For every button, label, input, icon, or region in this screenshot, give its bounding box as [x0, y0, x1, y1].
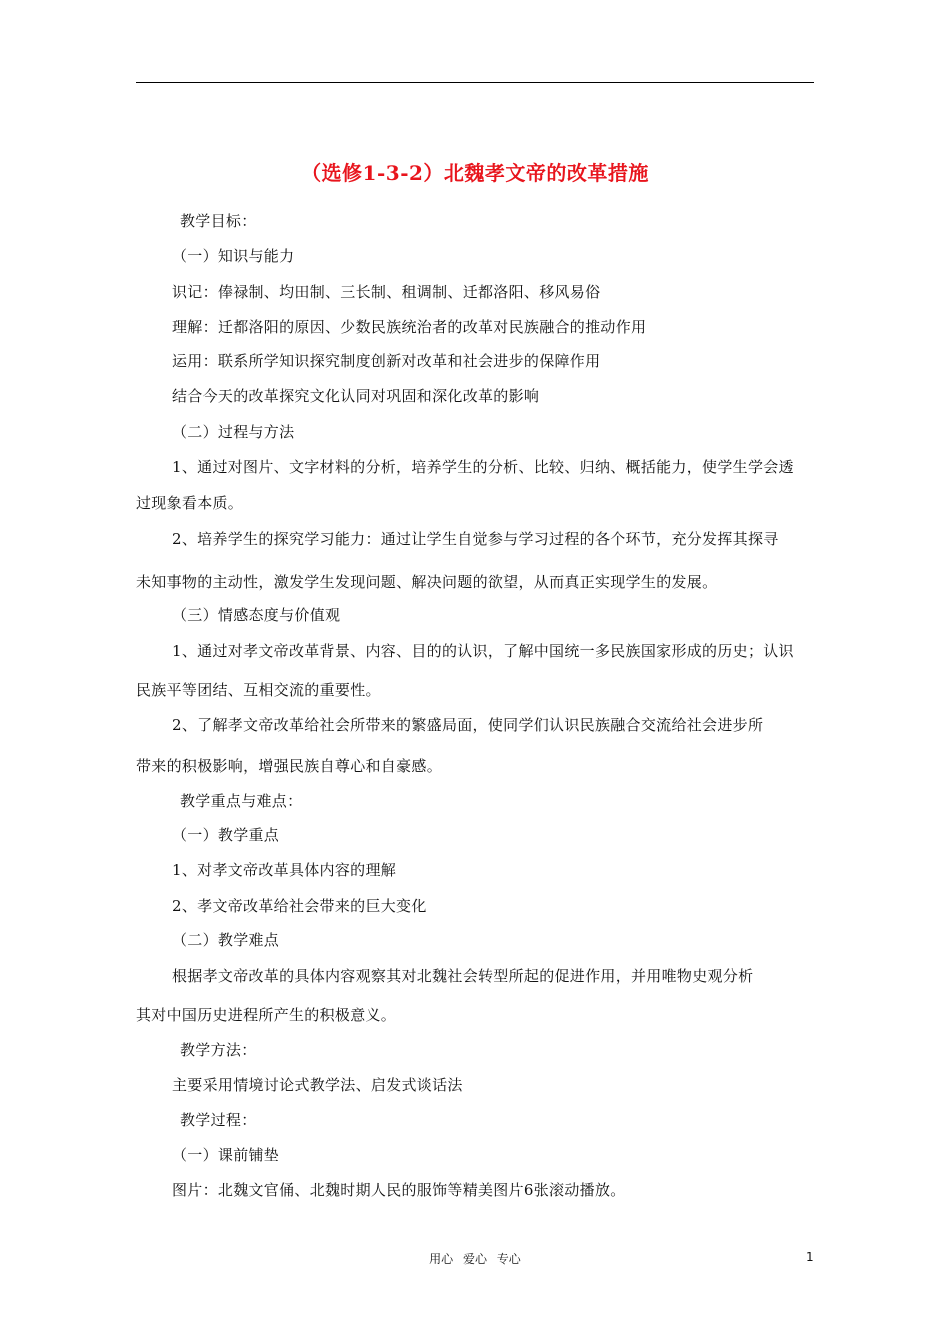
text-line: 2、了解孝文帝改革给社会所带来的繁盛局面，使同学们认识民族融合交流给社会进步所 — [172, 716, 764, 734]
text-line: 结合今天的改革探究文化认同对巩固和深化改革的影响 — [172, 387, 540, 405]
text-line: 教学目标： — [180, 212, 257, 230]
text-line: 带来的积极影响，增强民族自尊心和自豪感。 — [136, 757, 443, 775]
text-line: （三）情感态度与价值观 — [172, 606, 341, 624]
text-line: 教学方法： — [180, 1041, 257, 1059]
text-line: 2、培养学生的探究学习能力：通过让学生自觉参与学习过程的各个环节，充分发挥其探寻 — [172, 530, 779, 548]
text-line: 教学重点与难点： — [180, 792, 303, 810]
text-line: 1、通过对孝文帝改革背景、内容、目的的认识，了解中国统一多民族国家形成的历史；认识 — [172, 642, 794, 660]
footer-motto: 用心 爱心 专心 — [429, 1252, 521, 1266]
text-line: 民族平等团结、互相交流的重要性。 — [136, 681, 381, 699]
text-line: （一）课前铺垫 — [172, 1146, 280, 1164]
page-number: 1 — [806, 1250, 814, 1264]
text-line: （二）教学难点 — [172, 931, 280, 949]
text-line: 理解：迁都洛阳的原因、少数民族统治者的改革对民族融合的推动作用 — [172, 318, 647, 336]
text-line: 1、对孝文帝改革具体内容的理解 — [172, 861, 397, 879]
text-line: 未知事物的主动性，激发学生发现问题、解决问题的欲望，从而真正实现学生的发展。 — [136, 573, 718, 591]
text-line: 2、孝文帝改革给社会带来的巨大变化 — [172, 897, 427, 915]
text-line: 识记：俸禄制、均田制、三长制、租调制、迁都洛阳、移风易俗 — [172, 283, 601, 301]
text-line: 教学过程： — [180, 1111, 257, 1129]
text-line: 运用：联系所学知识探究制度创新对改革和社会进步的保障作用 — [172, 352, 601, 370]
text-line: 过现象看本质。 — [136, 494, 244, 512]
text-line: 主要采用情境讨论式教学法、启发式谈话法 — [172, 1076, 463, 1094]
text-line: （一）知识与能力 — [172, 247, 295, 265]
text-line: （二）过程与方法 — [172, 423, 295, 441]
text-line: （一）教学重点 — [172, 826, 280, 844]
text-line: 其对中国历史进程所产生的积极意义。 — [136, 1006, 397, 1024]
document-title: （选修1-3-2）北魏孝文帝的改革措施 — [301, 161, 649, 185]
text-line: 图片：北魏文官俑、北魏时期人民的服饰等精美图片6张滚动播放。 — [172, 1181, 626, 1199]
text-line: 根据孝文帝改革的具体内容观察其对北魏社会转型所起的促进作用，并用唯物史观分析 — [172, 967, 754, 985]
text-line: 1、通过对图片、文字材料的分析，培养学生的分析、比较、归纳、概括能力，使学生学会透 — [172, 458, 794, 476]
header-rule — [136, 82, 814, 83]
